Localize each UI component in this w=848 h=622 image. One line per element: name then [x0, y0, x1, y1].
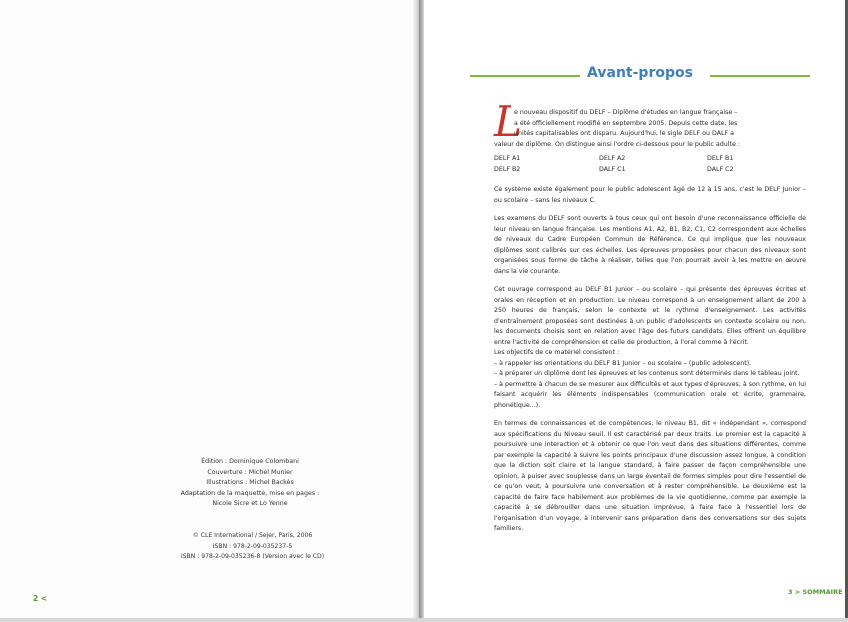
copyright-block: [150, 531, 355, 563]
objectives-intro: Les objectifs de ce matériel consistent :: [494, 349, 620, 356]
bottom-edge: [0, 618, 848, 622]
isbn-line: ISBN : 978-2-09-035236-8 (Version avec le CD): [180, 553, 325, 560]
level-cell: DALF C1: [599, 165, 626, 173]
drop-cap: L: [494, 97, 522, 146]
credit-line: Couverture : Michel Munier: [207, 468, 293, 476]
credit-line: Adaptation de la maquette, mise en pages :: [180, 489, 320, 497]
credit-line: Édition : Dominique Colombani: [201, 458, 299, 465]
objective-item: – à préparer un diplôme dont les épreuves et les contenus sont déterminés dans le tableau joint.: [494, 370, 800, 377]
copyright-line: © CLE International / Sejer, Paris, 2006: [192, 532, 313, 539]
intro-line: valeur de diplôme. On distingue ainsi l'ordre ci-dessous pour le public adulte :: [494, 140, 740, 148]
article-body: [494, 108, 806, 543]
objectives-list: [494, 348, 806, 411]
intro-line: e nouveau dispositif du DELF – Diplôme d'études en langue française –: [514, 109, 738, 116]
credit-line: Nicole Sicre et Lo Yenne: [212, 500, 288, 507]
objective-item: – à rappeler les orientations du DELF B1 Junior – ou scolaire – (public adolescent).: [494, 359, 752, 367]
title-row: [470, 66, 810, 86]
level-cell: DELF B1: [707, 155, 734, 162]
level-cell: DALF C2: [707, 165, 734, 173]
level-cell: DELF A2: [599, 155, 626, 162]
isbn-line: ISBN : 978-2-09-035237-5: [212, 542, 293, 550]
intro-paragraph: [494, 108, 806, 150]
objective-item: – à permettre à chacun de se mesurer aux difficultés et aux types d'épreuves, à son rythme, en lui faisant acquérir les éléments indispensables (communication orale et écrite, grammaire, phonétique...).: [494, 380, 806, 409]
level-cell: DELF B2: [494, 165, 521, 173]
levels-table: [494, 154, 806, 175]
credit-line: Illustrations : Michel Backès: [206, 479, 294, 486]
paragraph-exams: Les examens du DELF sont ouverts à tous ceux qui ont besoin d'une reconnaissance officielle de leur niveau en langue française. Les mentions A1, A2, B1, B2, C1, C2 correspondent aux échelles de niveaux du Cadre Européen Commun de Référence. Ce qui implique que les nouveaux diplômes sont calibrés sur ces échelles. Les épreuves proposées pour chacun des niveaux sont organisées sous forme de tâche à réaliser, telles que l'on pourrait avoir à les mettre en œuvre dans la vie courante.: [494, 215, 806, 275]
page-title: Avant-propos: [587, 65, 693, 81]
left-page: [0, 0, 420, 622]
paragraph-competences: En termes de connaissances et de compétences, le niveau B1, dit « indépendant », correspond aux spécifications du Niveau seuil. Il est caractérisé par deux traits. Le premier est la capacité à poursuivre une interaction et à obtenir ce que l'on veut dans des situations différentes, comme par exemple la capacité à suivre les points principaux d'une discussion assez longue, à condition que la diction soit claire et la langue standard, à faire passer de façon compréhensible une opinion, à puiser avec souplesse dans un large éventail de formes simples pour dire l'essentiel de ce qu'on veut, à poursuivre une conversation et à rester compréhensible. Le deuxième est la capacité de faire face habilement aux problèmes de la vie quotidienne, comme par exemple la capacité à se débrouiller dans une situation imprévue, à faire face à l'essentiel lors de l'organisation d'un voyage, à intervenir sans préparation dans des conversations sur des sujets familiers.: [494, 420, 806, 532]
credits-block: [150, 457, 350, 510]
left-page-number: 2 <: [33, 594, 48, 603]
paragraph-junior: Ce système existe également pour le public adolescent âgé de 12 à 15 ans, c'est le DELF Junior – ou scolaire – sans les niveaux C.: [494, 186, 806, 204]
paragraph-ouvrage: Cet ouvrage correspond au DELF B1 Junior – ou scolaire – qui présente des épreuves écrites et orales en réception et en production. Le niveau correspond à un enseignement allant de 200 à 250 heures de français, selon le contexte et le rythme d'enseignement. Les activités d'entraînement proposées sont destinées à un public d'adolescents en contexte scolaire ou non, les documents choisis sont en relation avec l'âge des futurs candidats. Elles offrent un équilibre entre l'activité de compréhension et celle de production, à l'oral comme à l'écrit.: [494, 286, 806, 346]
intro-line: unités capitalisables ont disparu. Aujourd'hui, le sigle DELF ou DALF a: [514, 130, 735, 137]
level-cell: DELF A1: [494, 155, 521, 162]
intro-line: a été officiellement modifié en septembre 2005. Depuis cette date, les: [514, 119, 738, 127]
right-page-number[interactable]: 3 > SOMMAIRE: [788, 588, 843, 596]
